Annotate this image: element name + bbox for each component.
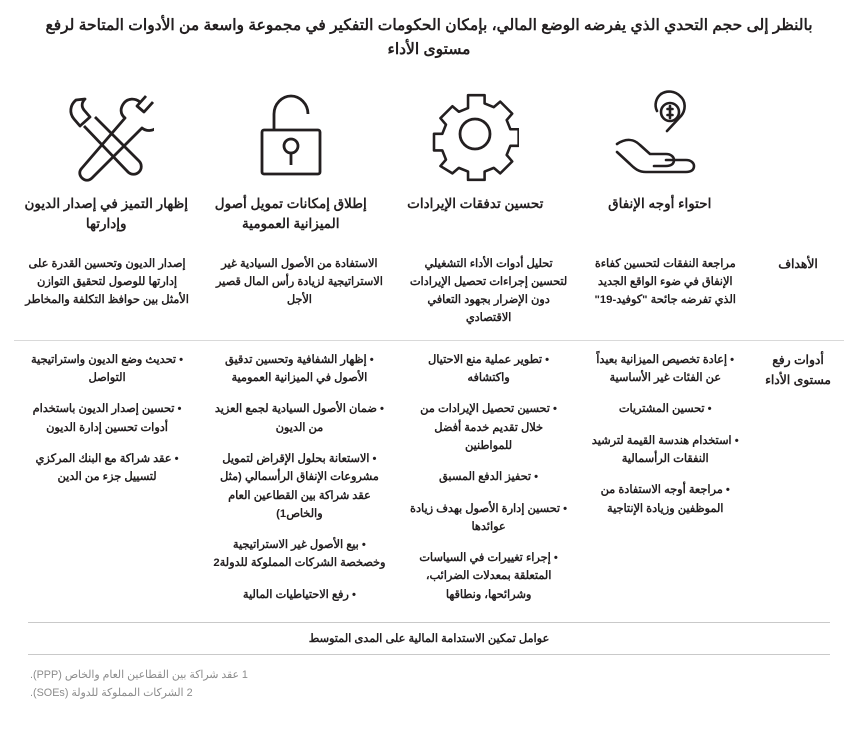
row-label-tools: أدوات رفع مستوى الأداء (765, 352, 831, 387)
icon-row-label-spacer (752, 76, 844, 192)
table-row-tools (14, 340, 844, 616)
footnote-1: 1 عقد شراكة بين القطاعين العام والخاص (PPP). (30, 668, 248, 681)
list-item: • الاستعانة بحلول الإقراض لتمويل مشروعات الإنفاق الرأسمالي (مثل عقد شراكة بين القطاعين العام والخاص1) (220, 452, 379, 520)
column-heading-spending: احتواء أوجه الإنفاق (608, 196, 712, 212)
list-item: • إجراء تغييرات في السياسات المتعلقة بمعدلات الضرائب، وشرائحها، ونطاقها (419, 552, 558, 601)
list-item: • عقد شراكة مع البنك المركزي لتسييل جزء من الدين (35, 452, 179, 484)
tools-revenue (399, 340, 579, 616)
list-item: • تحديث وضع الديون واستراتيجية التواصل (30, 353, 184, 385)
headings-label-spacer (752, 194, 844, 235)
lock-icon (243, 82, 339, 186)
list-item: • رفع الاحتياطيات المالية (242, 588, 356, 601)
list-item: • إظهار الشفافية وتحسين تدقيق الأصول في الميزانية العمومية (225, 353, 374, 385)
bottom-note: عوامل تمكين الاستدامة المالية على المدى المتوسط (308, 632, 550, 645)
icon-row (14, 76, 844, 192)
footnotes (14, 666, 844, 703)
column-heading-debt: إظهار التميز في إصدار الديون وإدارتها (24, 196, 188, 232)
goal-debt: إصدار الديون وتحسين القدرة على إدارتها للوصول لتحقيق التوازن الأمثل بين حوافظ التكلفة والمخاطر (14, 245, 200, 341)
divider-bottom (14, 654, 844, 655)
list-item: • إعادة تخصيص الميزانية بعيداً عن الفئات غير الأساسية (596, 353, 735, 385)
hand-coin-icon (612, 82, 708, 186)
tools-balance-sheet (200, 340, 399, 616)
list-item: • تحسين إصدار الديون باستخدام أدوات تحسين إدارة الديون (32, 403, 182, 434)
goal-revenue: تحليل أدوات الأداء التشغيلي لتحسين إجراءات تحصيل الإيرادات دون الإضرار بجهود التعافي الاقتصادي (399, 245, 579, 341)
list-item: • تحسين تحصيل الإيرادات من خلال تقديم خدمة أفضل للمواطنين (420, 403, 557, 452)
list-item: • تطوير عملية منع الاحتيال واكتشافه (428, 353, 550, 385)
list-item: • تحسين المشتريات (618, 403, 712, 416)
tools-spending (578, 340, 752, 616)
table-row-goals (14, 245, 844, 341)
tools-table (14, 245, 844, 616)
list-item: • مراجعة أوجه الاستفادة من الموظفين وزيادة الإنتاجية (600, 484, 730, 515)
list-item: • بيع الأصول غير الاستراتيجية وخصخصة الشركات المملوكة للدولة2 (213, 539, 386, 570)
icon-cell-debt (14, 76, 199, 192)
tools-debt (14, 340, 200, 616)
list-item: • تحفيز الدفع المسبق (439, 471, 539, 484)
column-heading-revenue: تحسين تدفقات الإيرادات (407, 196, 544, 212)
icon-cell-balance-sheet (199, 76, 384, 192)
gear-icon (427, 82, 523, 186)
row-label-goals: الأهداف (752, 245, 844, 341)
list-item: • تحسين إدارة الأصول بهدف زيادة عوائدها (410, 502, 568, 533)
page-title: بالنظر إلى حجم التحدي الذي يفرضه الوضع المالي، بإمكان الحكومات التفكير في مجموعة واسعة من الأدوات المتاحة لرفع مستوى الأداء (45, 17, 813, 59)
footnote-2: 2 الشركات المملوكة للدولة (SOEs). (30, 687, 193, 700)
list-item: • ضمان الأصول السيادية لجمع العزيد من الديون (214, 403, 384, 434)
goal-balance-sheet: الاستفادة من الأصول السيادية غير الاستراتيجية لزيادة رأس المال قصير الأجل (200, 245, 399, 341)
icon-cell-revenue (383, 76, 568, 192)
list-item: • استخدام هندسة القيمة لترشيد النفقات الرأسمالية (591, 434, 739, 465)
hammer-wrench-icon (58, 82, 154, 186)
icon-cell-spending (568, 76, 753, 192)
goal-spending: مراجعة النفقات لتحسين كفاءة الإنفاق في ضوء الواقع الجديد الذي تفرضه جائحة "كوفيد-19" (578, 245, 752, 341)
column-heading-balance-sheet: إطلاق إمكانات تمويل أصول الميزانية العمومية (214, 196, 367, 232)
column-headings-row (14, 194, 844, 235)
